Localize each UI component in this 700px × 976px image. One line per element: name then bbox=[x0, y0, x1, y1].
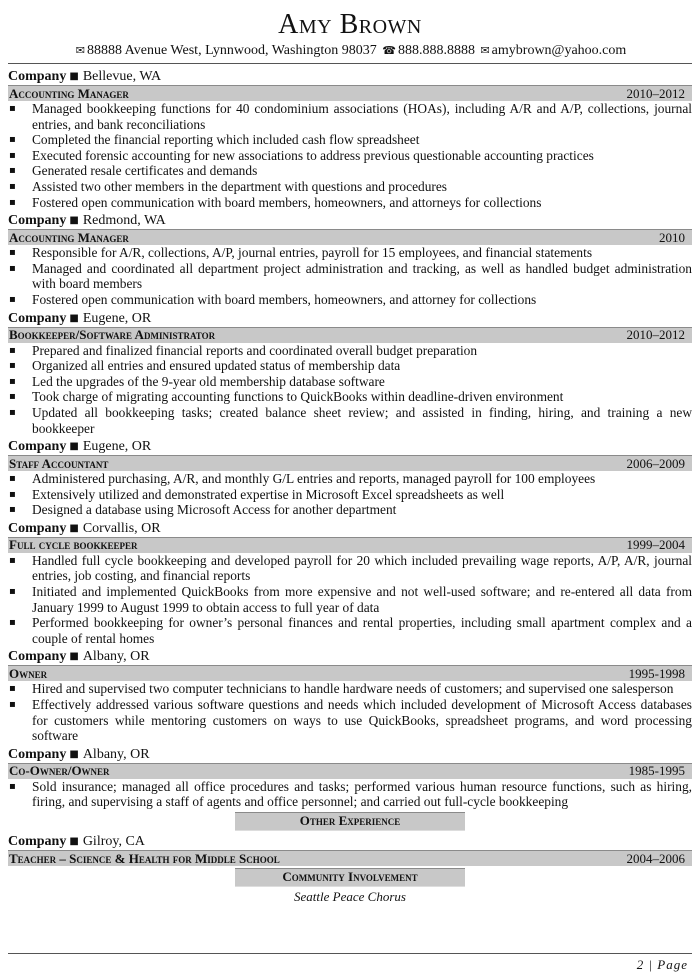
duty-item: ▪ Designed a database using Microsoft Access for another department bbox=[8, 502, 692, 518]
footer-divider bbox=[8, 953, 692, 954]
job-duties bbox=[8, 779, 692, 810]
company-label: Company bbox=[8, 69, 67, 84]
duty-item: ▪ Sold insurance; managed all office procedures and tasks; performed various human resource functions, such as hiring, firing, and supervising a staff of agents and office personnel; and carried out full-cycle bookkeeping bbox=[8, 779, 692, 810]
company-location: Albany, OR bbox=[82, 746, 150, 762]
job-entry bbox=[8, 746, 692, 810]
job-title-bar bbox=[8, 327, 692, 343]
job-title-bar bbox=[8, 537, 692, 553]
job-title: Bookkeeper/Software Administrator bbox=[9, 327, 216, 343]
company-location: Albany, OR bbox=[82, 649, 150, 665]
square-bullet-icon: ■ bbox=[69, 522, 79, 534]
company-label: Company bbox=[8, 439, 67, 455]
job-title: Full cycle bookkeeper bbox=[9, 537, 138, 553]
job-entry bbox=[8, 310, 692, 437]
duty-item: ▪ Extensively utilized and demonstrated expertise in Microsoft Excel spreadsheets as well bbox=[8, 487, 692, 503]
job-duties bbox=[8, 101, 692, 210]
address: 88888 Avenue West, Lynnwood, Washington 98037 bbox=[86, 43, 377, 58]
company-location: Redmond, WA bbox=[82, 213, 166, 229]
duty-item: ▪ Updated all bookkeeping tasks; created balance sheet review; and assisted in finding, hiring, and training a new bookkeeper bbox=[8, 405, 692, 436]
resume-body bbox=[8, 68, 692, 905]
square-bullet-icon: ■ bbox=[69, 748, 79, 760]
community-heading: Community Involvement bbox=[235, 868, 465, 887]
square-bullet-icon: ■ bbox=[69, 71, 79, 82]
job-entry bbox=[8, 520, 692, 647]
envelope-icon: ✉ bbox=[480, 44, 490, 57]
square-bullet-icon: ■ bbox=[69, 215, 79, 227]
duty-item: ▪ Prepared and finalized financial reports and coordinated overall budget preparation bbox=[8, 343, 692, 359]
job-dates: 1999–2004 bbox=[626, 537, 685, 553]
company-line bbox=[8, 68, 692, 85]
job-title-bar bbox=[8, 665, 692, 681]
job-title: Teacher – Science & Health for Middle School bbox=[9, 850, 280, 866]
page-number: 2 | Page bbox=[636, 957, 688, 972]
duty-item: ▪ Completed the financial reporting which included cash flow spreadsheet bbox=[8, 132, 692, 148]
job-title-bar bbox=[8, 763, 692, 779]
duty-item: ▪ Assisted two other members in the department with questions and procedures bbox=[8, 179, 692, 195]
duty-item: ▪ Generated resale certificates and demands bbox=[8, 163, 692, 179]
duty-item: ▪ Executed forensic accounting for new associations to address previous questionable accounting practices bbox=[8, 148, 692, 164]
company-line bbox=[8, 438, 692, 455]
duty-item: ▪ Effectively addressed various software questions and needs which included development of Microsoft Access databases for customers while mentoring customers on ways to use QuickBooks, spreadsheet programs, and word processing software bbox=[8, 697, 692, 744]
square-bullet-icon: ■ bbox=[69, 441, 79, 453]
job-entry bbox=[8, 648, 692, 743]
duty-item: ▪ Took charge of migrating accounting functions to QuickBooks within deadline-driven environment bbox=[8, 389, 692, 405]
header-divider bbox=[8, 63, 692, 64]
job-dates: 2006–2009 bbox=[626, 455, 685, 471]
company-line bbox=[8, 648, 692, 665]
job-duties bbox=[8, 681, 692, 743]
job-title: Staff Accountant bbox=[9, 455, 109, 471]
job-dates: 1985-1995 bbox=[628, 763, 685, 779]
duty-item: ▪ Fostered open communication with board members, homeowners, and attorneys for collections bbox=[8, 195, 692, 211]
duty-item: ▪ Managed and coordinated all department project administration and tracking, as well as handled budget administration with board members bbox=[8, 261, 692, 292]
company-label: Company bbox=[8, 649, 67, 665]
job-title-bar bbox=[8, 850, 692, 866]
duty-item: ▪ Initiated and implemented QuickBooks from more expensive and not well-used software; and re-entered all data from January 1999 to August 1999 to obtain access to full year of data bbox=[8, 584, 692, 615]
company-label: Company bbox=[8, 310, 67, 326]
job-dates: 2010–2012 bbox=[626, 327, 685, 343]
company-line bbox=[8, 746, 692, 763]
company-label: Company bbox=[8, 834, 67, 849]
company-line bbox=[8, 310, 692, 327]
mailbox-icon: ✉ bbox=[75, 44, 85, 57]
square-bullet-icon: ■ bbox=[69, 651, 79, 663]
duty-item: ▪ Performed bookkeeping for owner’s personal finances and rental properties, including small apartment complex and a couple of rental homes bbox=[8, 615, 692, 646]
job-entry bbox=[8, 212, 692, 307]
email: amybrown@yahoo.com bbox=[491, 43, 627, 58]
company-location: Bellevue, WA bbox=[82, 69, 162, 84]
duty-item: ▪ Organized all entries and ensured updated status of membership data bbox=[8, 358, 692, 374]
company-label: Company bbox=[8, 520, 67, 536]
job-dates: 2004–2006 bbox=[626, 850, 685, 866]
job-duties bbox=[8, 553, 692, 647]
square-bullet-icon: ■ bbox=[69, 312, 79, 324]
job-title-bar bbox=[8, 229, 692, 245]
job-title-bar bbox=[8, 455, 692, 471]
company-line bbox=[8, 212, 692, 229]
company-line bbox=[8, 520, 692, 537]
phone: 888.888.8888 bbox=[397, 43, 475, 58]
job-duties bbox=[8, 245, 692, 307]
other-experience-heading: Other Experience bbox=[235, 812, 465, 831]
job-entry bbox=[8, 68, 692, 210]
contact-line bbox=[0, 42, 700, 60]
company-location: Eugene, OR bbox=[82, 310, 152, 326]
job-duties bbox=[8, 471, 692, 518]
job-title: Accounting Manager bbox=[9, 85, 129, 101]
company-line bbox=[8, 833, 692, 850]
phone-icon: ☎ bbox=[382, 44, 396, 57]
job-duties bbox=[8, 343, 692, 437]
company-location: Corvallis, OR bbox=[82, 520, 161, 536]
job-title: Accounting Manager bbox=[9, 229, 129, 245]
duty-item: ▪ Administered purchasing, A/R, and monthly G/L entries and reports, managed payroll for 100 employees bbox=[8, 471, 692, 487]
experience-list bbox=[8, 68, 692, 810]
duty-item: ▪ Fostered open communication with board members, homeowners, and attorney for collections bbox=[8, 292, 692, 308]
job-dates: 2010 bbox=[659, 229, 685, 245]
job-title-bar bbox=[8, 85, 692, 101]
company-location: Eugene, OR bbox=[82, 439, 152, 455]
job-entry bbox=[8, 438, 692, 518]
duty-item: ▪ Handled full cycle bookkeeping and developed payroll for 20 which included prevailing wage reports, A/P, A/R, journal entries, job costing, and financial reports bbox=[8, 553, 692, 584]
duty-item: ▪ Responsible for A/R, collections, A/P, journal entries, payroll for 15 employees, and financial statements bbox=[8, 245, 692, 261]
community-item: Seattle Peace Chorus bbox=[294, 889, 406, 904]
duty-item: ▪ Managed bookkeeping functions for 40 condominium associations (HOAs), including A/R and A/P, collections, journal entries, and bank reconciliations bbox=[8, 101, 692, 132]
company-location: Gilroy, CA bbox=[82, 834, 145, 849]
company-label: Company bbox=[8, 746, 67, 762]
job-dates: 2010–2012 bbox=[626, 85, 685, 101]
duty-item: ▪ Led the upgrades of the 9-year old membership database software bbox=[8, 374, 692, 390]
job-title: Owner bbox=[9, 665, 48, 681]
job-dates: 1995-1998 bbox=[628, 665, 685, 681]
job-title: Co-Owner/Owner bbox=[9, 763, 110, 779]
candidate-name: Amy Brown bbox=[278, 9, 422, 40]
duty-item: ▪ Hired and supervised two computer technicians to handle hardware needs of customers; and supervised one salesperson bbox=[8, 681, 692, 697]
square-bullet-icon: ■ bbox=[69, 836, 79, 847]
company-label: Company bbox=[8, 213, 67, 229]
